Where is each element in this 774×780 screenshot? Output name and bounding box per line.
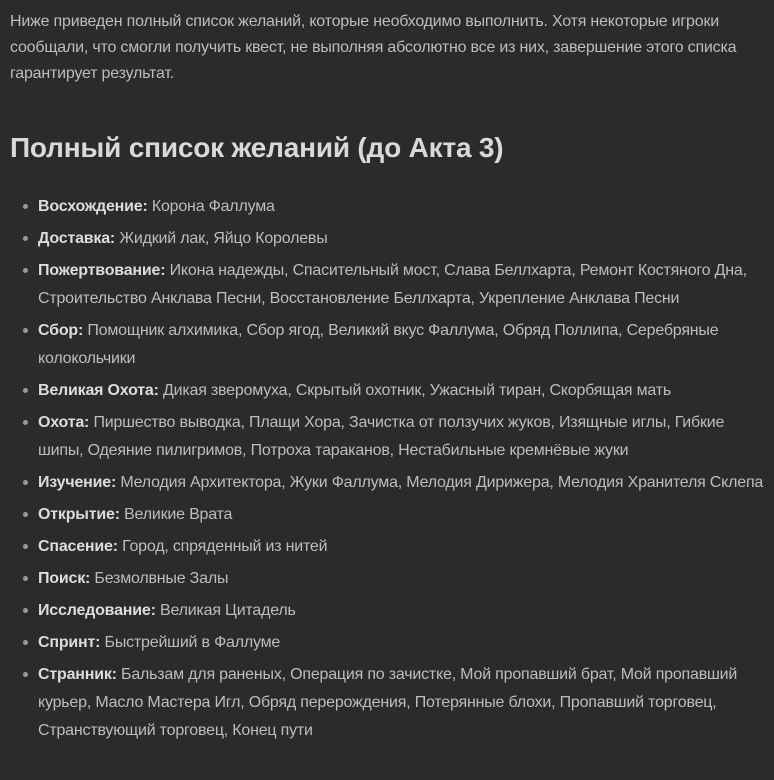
wishlist-category-label: Великая Охота: [38, 382, 159, 399]
wishlist-values: Корона Фаллума [151, 198, 275, 215]
wishlist-category-label: Сбор: [38, 322, 84, 339]
wishlist-category-label: Исследование: [38, 602, 156, 619]
wishlist-values: Великая Цитадель [159, 602, 296, 619]
wishlist-category-label: Пожертвование: [38, 262, 166, 279]
wishlist-category-label: Открытие: [38, 506, 120, 523]
wishlist-item-gathering [38, 317, 764, 373]
wishlist-category-label: Поиск: [38, 570, 91, 587]
wishlist-values: Мелодия Архитектора, Жуки Фаллума, Мелодия Дирижера, Мелодия Хранителя Склепа [120, 474, 764, 491]
wishlist-values: Бальзам для раненых, Операция по зачистке, Мой пропавший брат, Мой пропавший курьер, Масло Мастера Игл, Обряд перерождения, Потерянные блохи, Пропавший торговец, Странствующий торговец, Конец пути [38, 666, 738, 739]
wishlist-item-hunt [38, 409, 764, 465]
intro-paragraph: Ниже приведен полный список желаний, которые необходимо выполнить. Хотя некоторые игроки сообщали, что смогли получить квест, не выполняя абсолютно все из них, завершение этого списка гарантирует результат. [10, 13, 737, 82]
wishlist [10, 193, 764, 745]
wishlist-item-search [38, 565, 764, 593]
wishlist-values: Помощник алхимика, Сбор ягод, Великий вкус Фаллума, Обряд Поллипа, Серебряные колокольчики [38, 322, 719, 367]
wishlist-item-ascension [38, 193, 764, 221]
wishlist-category-label: Спринт: [38, 634, 101, 651]
wishlist-category-label: Доставка: [38, 230, 116, 247]
wishlist-values: Пиршество выводка, Плащи Хора, Зачистка от ползучих жуков, Изящные иглы, Гибкие шипы, Одеяние пилигримов, Потроха тараканов, Нестабильные кремнёвые жуки [38, 414, 725, 459]
wishlist-item-study [38, 469, 764, 497]
wishlist-category-label: Охота: [38, 414, 90, 431]
wishlist-values: Город, спряденный из нитей [122, 538, 328, 555]
wishlist-category-label: Восхождение: [38, 198, 148, 215]
wishlist-values: Икона надежды, Спасительный мост, Слава Беллхарта, Ремонт Костяного Дна, Строительство Анклава Песни, Восстановление Беллхарта, Укрепление Анклава Песни [38, 262, 747, 307]
wishlist-item-grand-hunt [38, 377, 764, 405]
wishlist-values: Великие Врата [124, 506, 233, 523]
wishlist-item-wanderer [38, 661, 764, 745]
wishlist-values: Быстрейший в Фаллуме [104, 634, 281, 651]
wishlist-values: Жидкий лак, Яйцо Королевы [119, 230, 328, 247]
section-heading: Полный список желаний (до Акта 3) [10, 132, 504, 163]
wishlist-item-discovery [38, 501, 764, 529]
wishlist-values: Безмолвные Залы [94, 570, 229, 587]
wishlist-item-exploration [38, 597, 764, 625]
wishlist-item-delivery [38, 225, 764, 253]
wishlist-values: Дикая зверомуха, Скрытый охотник, Ужасный тиран, Скорбящая мать [162, 382, 672, 399]
wishlist-category-label: Изучение: [38, 474, 117, 491]
wishlist-item-rescue [38, 533, 764, 561]
wishlist-category-label: Спасение: [38, 538, 118, 555]
wishlist-category-label: Странник: [38, 666, 117, 683]
wishlist-item-sprint [38, 629, 764, 657]
wishlist-item-donation [38, 257, 764, 313]
